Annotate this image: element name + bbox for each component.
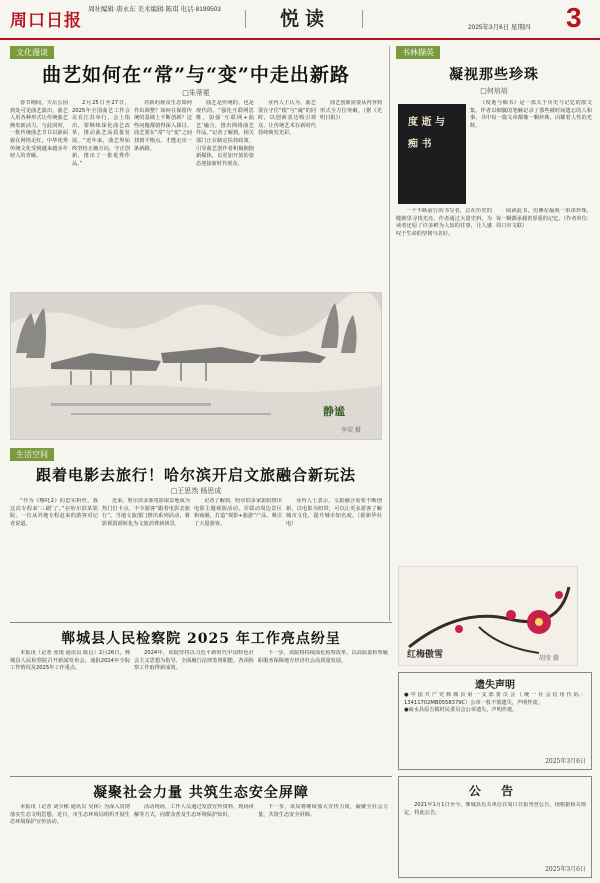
article4-title: 郸城县人民检察院 2025 年工作亮点纷呈	[61, 631, 341, 647]
article1-column-5: 业内人士认为，曲艺要在守住“根”与“魂”的同时，以创新表达吸引观众，让传统艺术在新时代持续焕发光彩。	[258, 100, 316, 137]
article2-column-1: “作为《哪吒2》的忠实粉丝，我这次专程来‘三刷’了。”在哈尔滨某影院，一位从外地专程赶来的游客对记者说道。	[10, 498, 98, 527]
article5-title: 凝聚社会力量 共筑生态安全屏障	[93, 785, 309, 801]
flower-caption: 红梅傲雪	[407, 650, 444, 660]
article1-tag: 文化漫谈	[10, 46, 54, 59]
article1-column-3: 对新的观众生态如何作出调整？如何在保留传统的基础上不断创新？这些问题都值得深入探讨。曲艺要在“常”与“变”之间找到平衡点，才能走出一条新路。	[134, 100, 192, 152]
section-rule-2	[10, 776, 392, 777]
article4-column-3: 下一步，该院将持续深化检察改革，以高质量检察履职服务保障地方经济社会高质量发展。	[258, 650, 388, 664]
article1-byline: □朱蒂冕	[182, 89, 210, 97]
article3-column-2: 阅读此书，仿佛在凝视一串串珍珠，每一颗都承载着厚重的记忆。（作者单位：周口市文联）	[496, 208, 592, 230]
article2-title: 跟着电影去旅行！哈尔滨开启文旅融合新玩法	[35, 466, 356, 484]
article1-column-6: 曲艺创新需要从内容到形式全方位突破。（据《光明日报》）	[320, 100, 382, 122]
issue-date: 2025年3月6日 星期四	[468, 24, 531, 31]
article1-title: 曲艺如何在“常”与“变”中走出新路	[42, 64, 350, 86]
column-divider	[389, 46, 390, 621]
book-cover-image	[398, 104, 466, 204]
article3-tag: 书林撷英	[396, 46, 440, 59]
article5-column-1: 本报讯（记者 刘少彬 通讯员 吴林）为深入贯彻落实生态文明思想，近日，市生态环境局组织开展生态环境保护宣传活动。	[10, 804, 130, 826]
article2-column-4: 业内人士表示，文旅融合需要不断创新，以电影为纽带，可以让更多游客了解城市文化，提升城市知名度。（据新华社电）	[286, 498, 382, 527]
masthead	[0, 0, 600, 40]
article3-byline: □何培培	[480, 87, 508, 95]
plum-blossom-photo	[398, 566, 578, 666]
snow-landscape-painting	[10, 292, 382, 440]
page-number: 3	[566, 2, 582, 33]
article1-column-2: 2月25日至27日，2025年全国曲艺工作会议在江苏举行，会上指出，要继续深化曲艺改革，推动曲艺高质量发展。“近年来，曲艺界始终坚持正确方向，守正创新，推出了一批优秀作品。”	[72, 100, 130, 167]
public-notice-date: 2025年3月6日	[545, 866, 586, 873]
article2-tag: 生活空间	[10, 448, 54, 461]
article4-column-2: 2024年，该院坚持以习近平新时代中国特色社会主义思想为指导，全面履行法律监督职能，各项检察工作取得新成效。	[134, 650, 254, 672]
article4-column-1: 本报讯（记者 张雨 通讯员 陈昌）2月26日，郸城县人民检察院召开新闻发布会，通报2024年全院工作情况及2025年工作重点。	[10, 650, 130, 672]
lost-notice-date: 2025年3月6日	[545, 758, 586, 765]
public-notice-title: 公 告	[468, 784, 522, 798]
book-cover-title: 度 逝 与 痴 书	[408, 117, 445, 150]
article1-column-4: 曲艺是传统的，也是现代的。“强化互联网思维，加强‘互联网+曲艺’融合，推出网络曲艺作品。”记者了解到，相关部门正在制定扶持政策，引导曲艺创作者积极拥抱新媒体，以更加开放的姿态迎接新时代观众。	[196, 100, 254, 167]
article2-byline: □王思然 杨思成	[170, 487, 222, 495]
article2-column-3: 记者了解到，哈尔滨多家影院推出电影主题观影活动，并联动周边景区和商圈，打造“观影+旅游”产品，吸引了大量游客。	[194, 498, 282, 527]
article3-column-1: 一个不断前行的书写者，总在历史的缝隙里寻找光亮。作者通过大量史料，为读者还原了许多鲜为人知的往事，让人感叹于生命的坚韧与美好。	[396, 208, 492, 237]
article1-column-1: 春节期间，天坛公园到处可见曲艺演出，曲艺人用各种形式让传统曲艺焕发新活力。与此同时，一批传统曲艺节目以新面貌在网络走红，中华优秀传统文化受到越来越多年轻人的青睐。	[10, 100, 68, 160]
masthead-divider-right	[362, 10, 363, 28]
section-title: 悦读	[279, 8, 330, 30]
flower-author: 胡莹 摄	[539, 655, 559, 662]
article3-title: 凝视那些珍珠	[449, 67, 539, 83]
lost-notice-title: 遗失声明	[475, 680, 515, 691]
section-rule	[10, 622, 392, 623]
article5-column-2: 活动现场，工作人员通过发放宣传资料、现场讲解等方式，向群众普及生态环境保护知识。	[134, 804, 254, 818]
painting-author: 李荣 摄	[341, 427, 361, 434]
newspaper-logo: 周口日报	[10, 11, 82, 31]
article5-column-3: 下一步，该局将继续加大宣传力度，凝聚全社会力量，共筑生态安全屏障。	[258, 804, 388, 818]
lost-notice-body: ●中国共产党郸城县第一支部委员会（统一社会信用代码：13411702MB0558379C）公章一枚不慎遗失，声明作废。 ●商水县原吉镇村民委员会公章遗失，声明作废。	[404, 692, 586, 714]
masthead-info: 周社编辑·唐永东 美术编辑·陈琪 电话·8199503	[88, 6, 221, 13]
public-notice-body: 2021年1月1日至今，郸城县有关单位在周口日报刊登公告，现根据相关规定，特此公告。	[404, 802, 586, 816]
article3-column-top: 《度逝与痴书》是一部关于历史与记忆的散文集，作者以细腻的笔触记录了那些被时间遗忘的人和事。书中每一篇文章都像一颗珍珠，闪耀着人性的光辉。	[470, 100, 592, 129]
painting-title: 静谧	[323, 405, 345, 418]
article2-column-2: 近来，哈尔滨多部电影取景地成为热门打卡点，不少游客“跟着电影去旅行”。当地文旅部门推出系列活动，将影视资源转化为文旅消费新场景。	[102, 498, 190, 527]
masthead-divider-left	[245, 10, 246, 28]
